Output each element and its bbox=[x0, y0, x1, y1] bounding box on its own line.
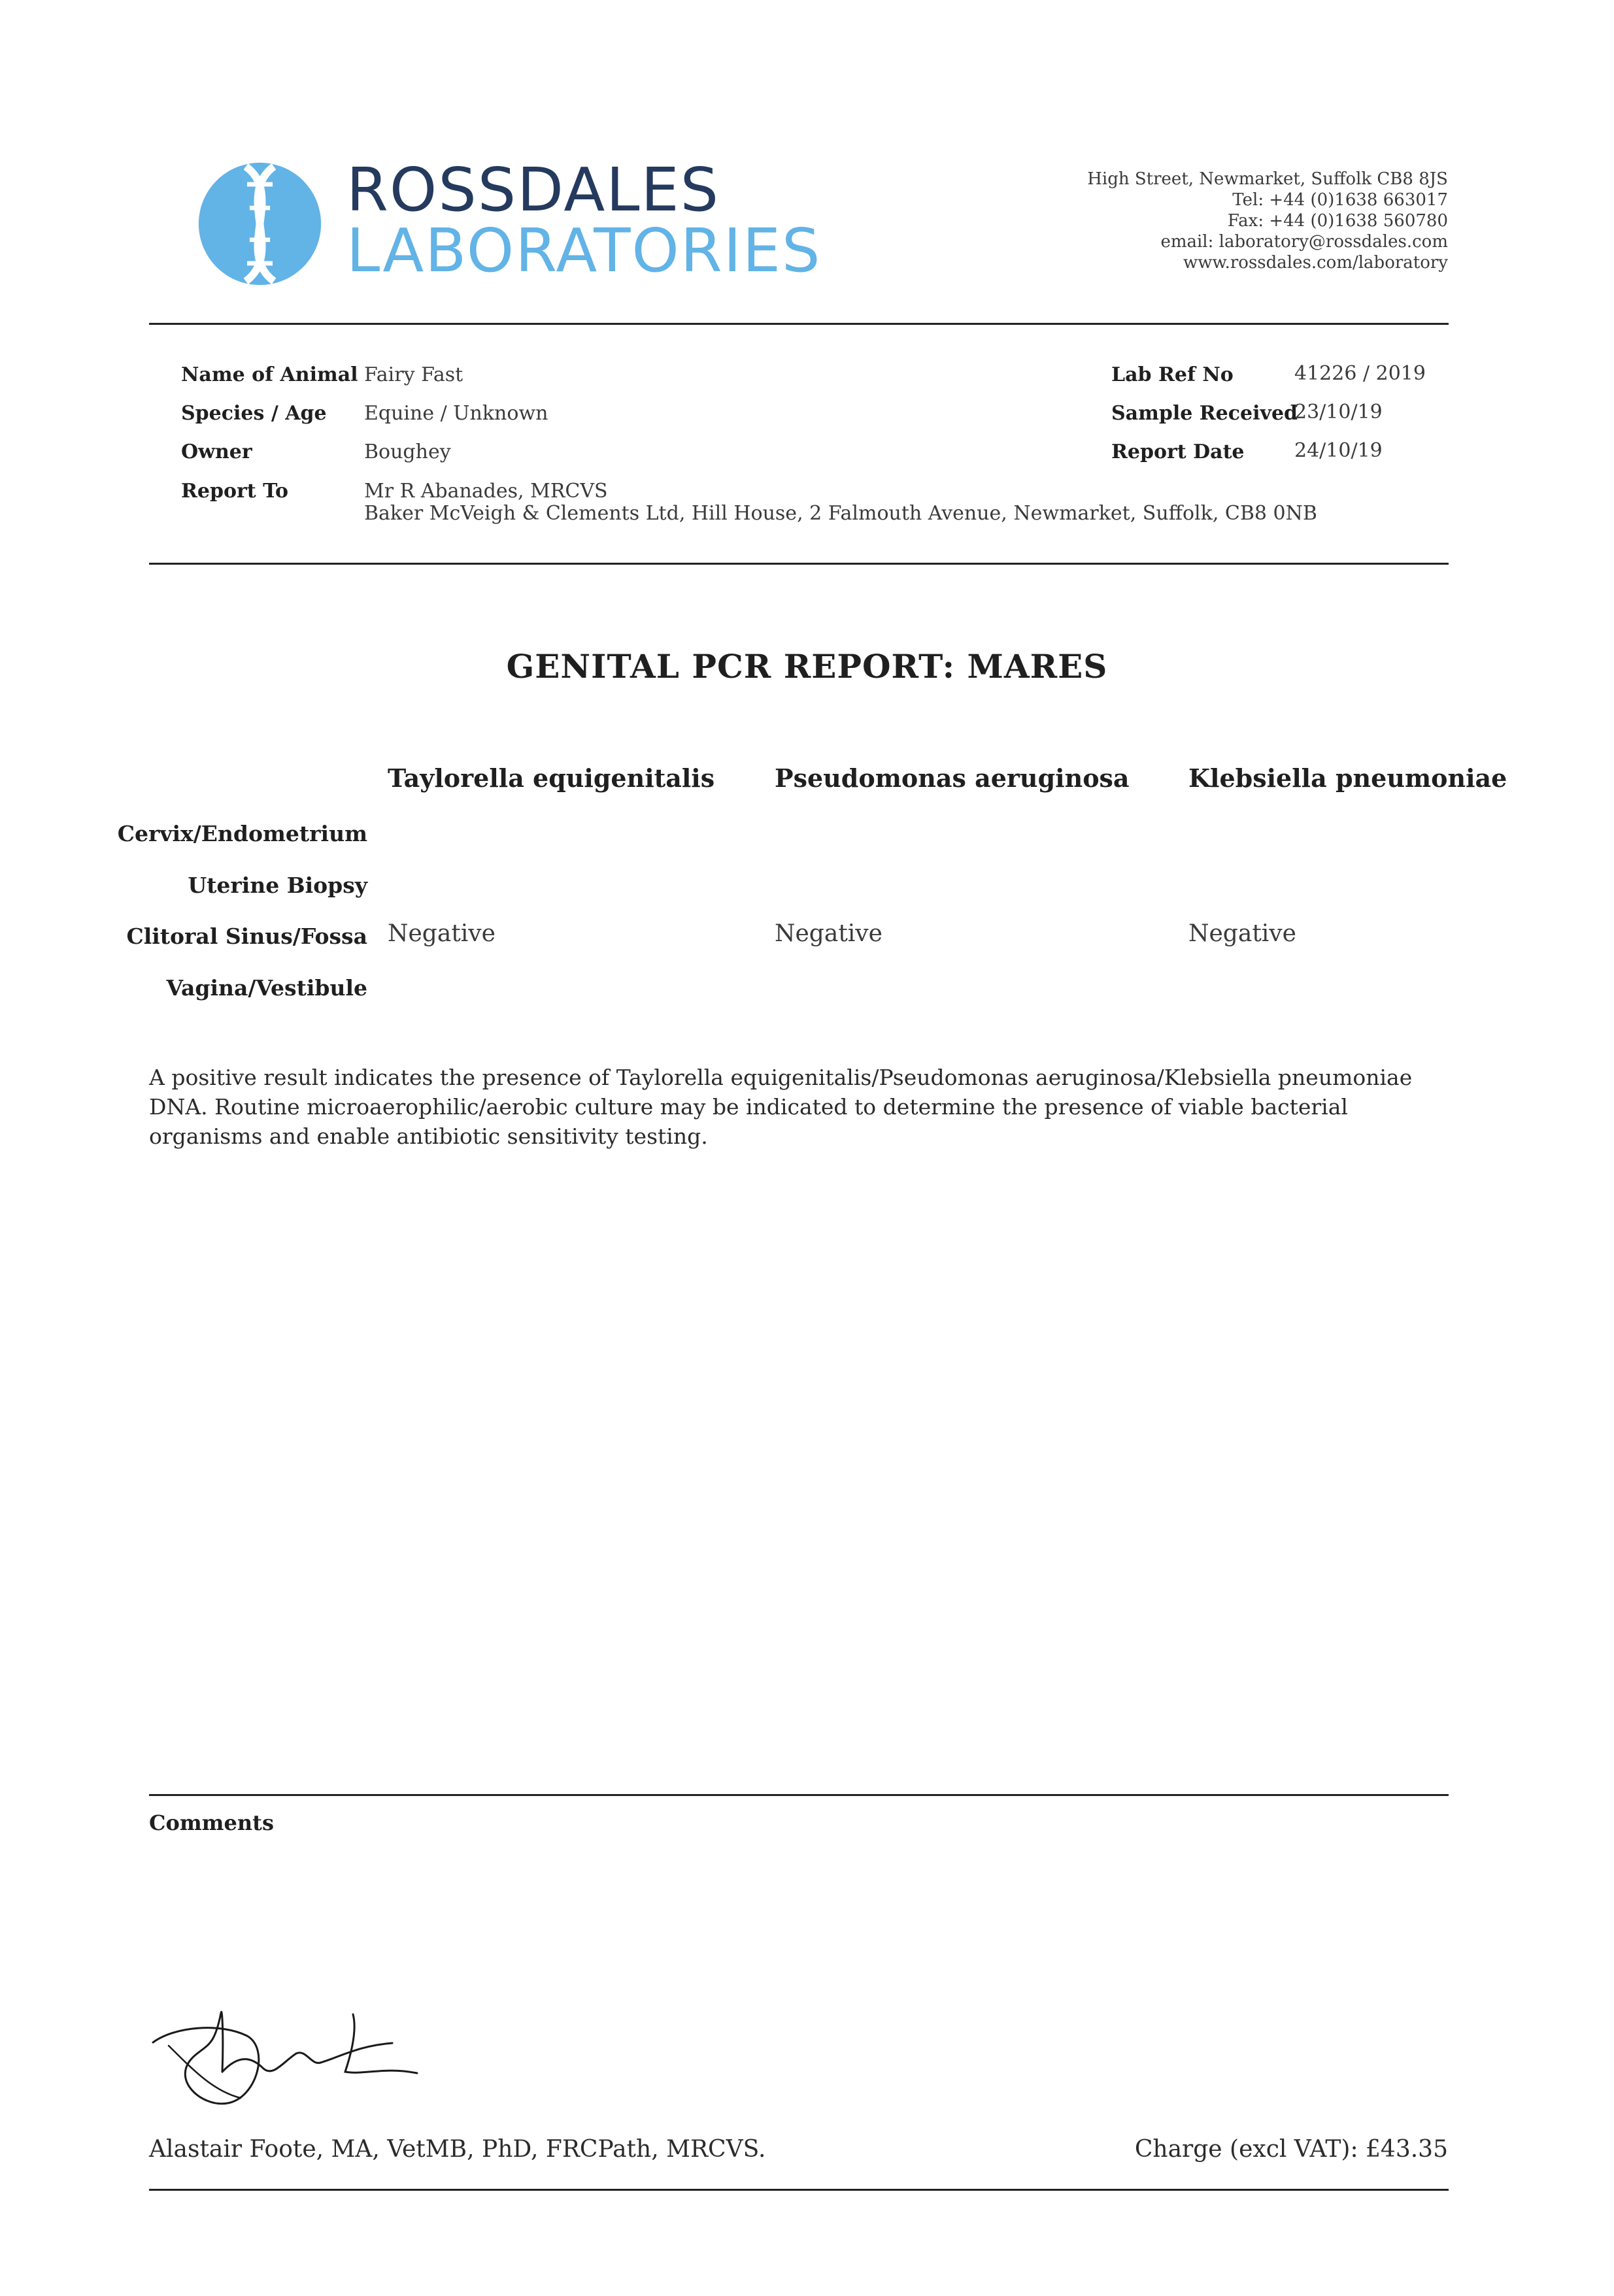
contact-fax: Fax: +44 (0)1638 560780 bbox=[1227, 211, 1448, 231]
contact-address: High Street, Newmarket, Suffolk CB8 8JS bbox=[1087, 169, 1448, 189]
contact-website: www.rossdales.com/laboratory bbox=[1183, 253, 1448, 273]
row-label-uterine-biopsy: Uterine Biopsy bbox=[188, 873, 367, 898]
column-header-pseudomonas: Pseudomonas aeruginosa bbox=[775, 763, 1130, 793]
report-title: GENITAL PCR REPORT: MARES bbox=[506, 647, 1108, 686]
charge-amount: Charge (excl VAT): £43.35 bbox=[1134, 2136, 1448, 2163]
dna-helix-icon bbox=[196, 160, 324, 288]
report-to-name: Mr R Abanades, MRCVS bbox=[364, 480, 608, 503]
report-date-value: 24/10/19 bbox=[1294, 439, 1383, 462]
sample-received-label: Sample Received bbox=[1111, 402, 1298, 425]
species-age-value: Equine / Unknown bbox=[364, 402, 548, 425]
divider bbox=[149, 563, 1449, 565]
name-of-animal-value: Fairy Fast bbox=[364, 363, 463, 386]
name-of-animal-label: Name of Animal bbox=[181, 363, 358, 386]
signer-name: Alastair Foote, MA, VetMB, PhD, FRCPath, MRCVS. bbox=[149, 2136, 766, 2163]
row-label-clitoral-sinus: Clitoral Sinus/Fossa bbox=[126, 923, 367, 949]
brand-name-line1: ROSSDALES bbox=[346, 155, 720, 225]
owner-label: Owner bbox=[181, 441, 252, 463]
comments-label: Comments bbox=[149, 1810, 274, 1835]
report-to-address: Baker McVeigh & Clements Ltd, Hill House, 2 Falmouth Avenue, Newmarket, Suffolk, CB8 0NB bbox=[364, 502, 1317, 525]
owner-value: Boughey bbox=[364, 441, 451, 463]
brand-name-line2: LABORATORIES bbox=[346, 216, 822, 286]
contact-email: email: laboratory@rossdales.com bbox=[1160, 232, 1448, 252]
interpretation-note: A positive result indicates the presence of Taylorella equigenitalis/Pseudomonas aeruginosa/Klebsiella pneumoniae DNA. Routine microaerophilic/aerobic culture may be indicated to determine the presence of viable bacterial organisms and enable antibiotic sensitivity testing. bbox=[149, 1065, 1413, 1149]
row-label-vagina: Vagina/Vestibule bbox=[166, 975, 367, 1001]
report-to-label: Report To bbox=[181, 480, 289, 503]
signature bbox=[149, 2000, 489, 2118]
result-klebsiella: Negative bbox=[1188, 920, 1296, 947]
row-label-cervix: Cervix/Endometrium bbox=[117, 821, 367, 846]
species-age-label: Species / Age bbox=[181, 402, 327, 425]
lab-ref-label: Lab Ref No bbox=[1111, 363, 1234, 386]
report-date-label: Report Date bbox=[1111, 441, 1245, 463]
divider bbox=[149, 2189, 1449, 2191]
sample-received-value: 23/10/19 bbox=[1294, 401, 1383, 424]
result-taylorella: Negative bbox=[388, 920, 496, 947]
contact-block bbox=[1087, 169, 1448, 273]
column-header-klebsiella: Klebsiella pneumoniae bbox=[1188, 763, 1507, 793]
result-pseudomonas: Negative bbox=[775, 920, 883, 947]
lab-ref-value: 41226 / 2019 bbox=[1294, 362, 1426, 385]
divider bbox=[149, 323, 1449, 325]
contact-tel: Tel: +44 (0)1638 663017 bbox=[1232, 190, 1448, 210]
divider bbox=[149, 1794, 1449, 1796]
column-header-taylorella: Taylorella equigenitalis bbox=[388, 763, 715, 793]
